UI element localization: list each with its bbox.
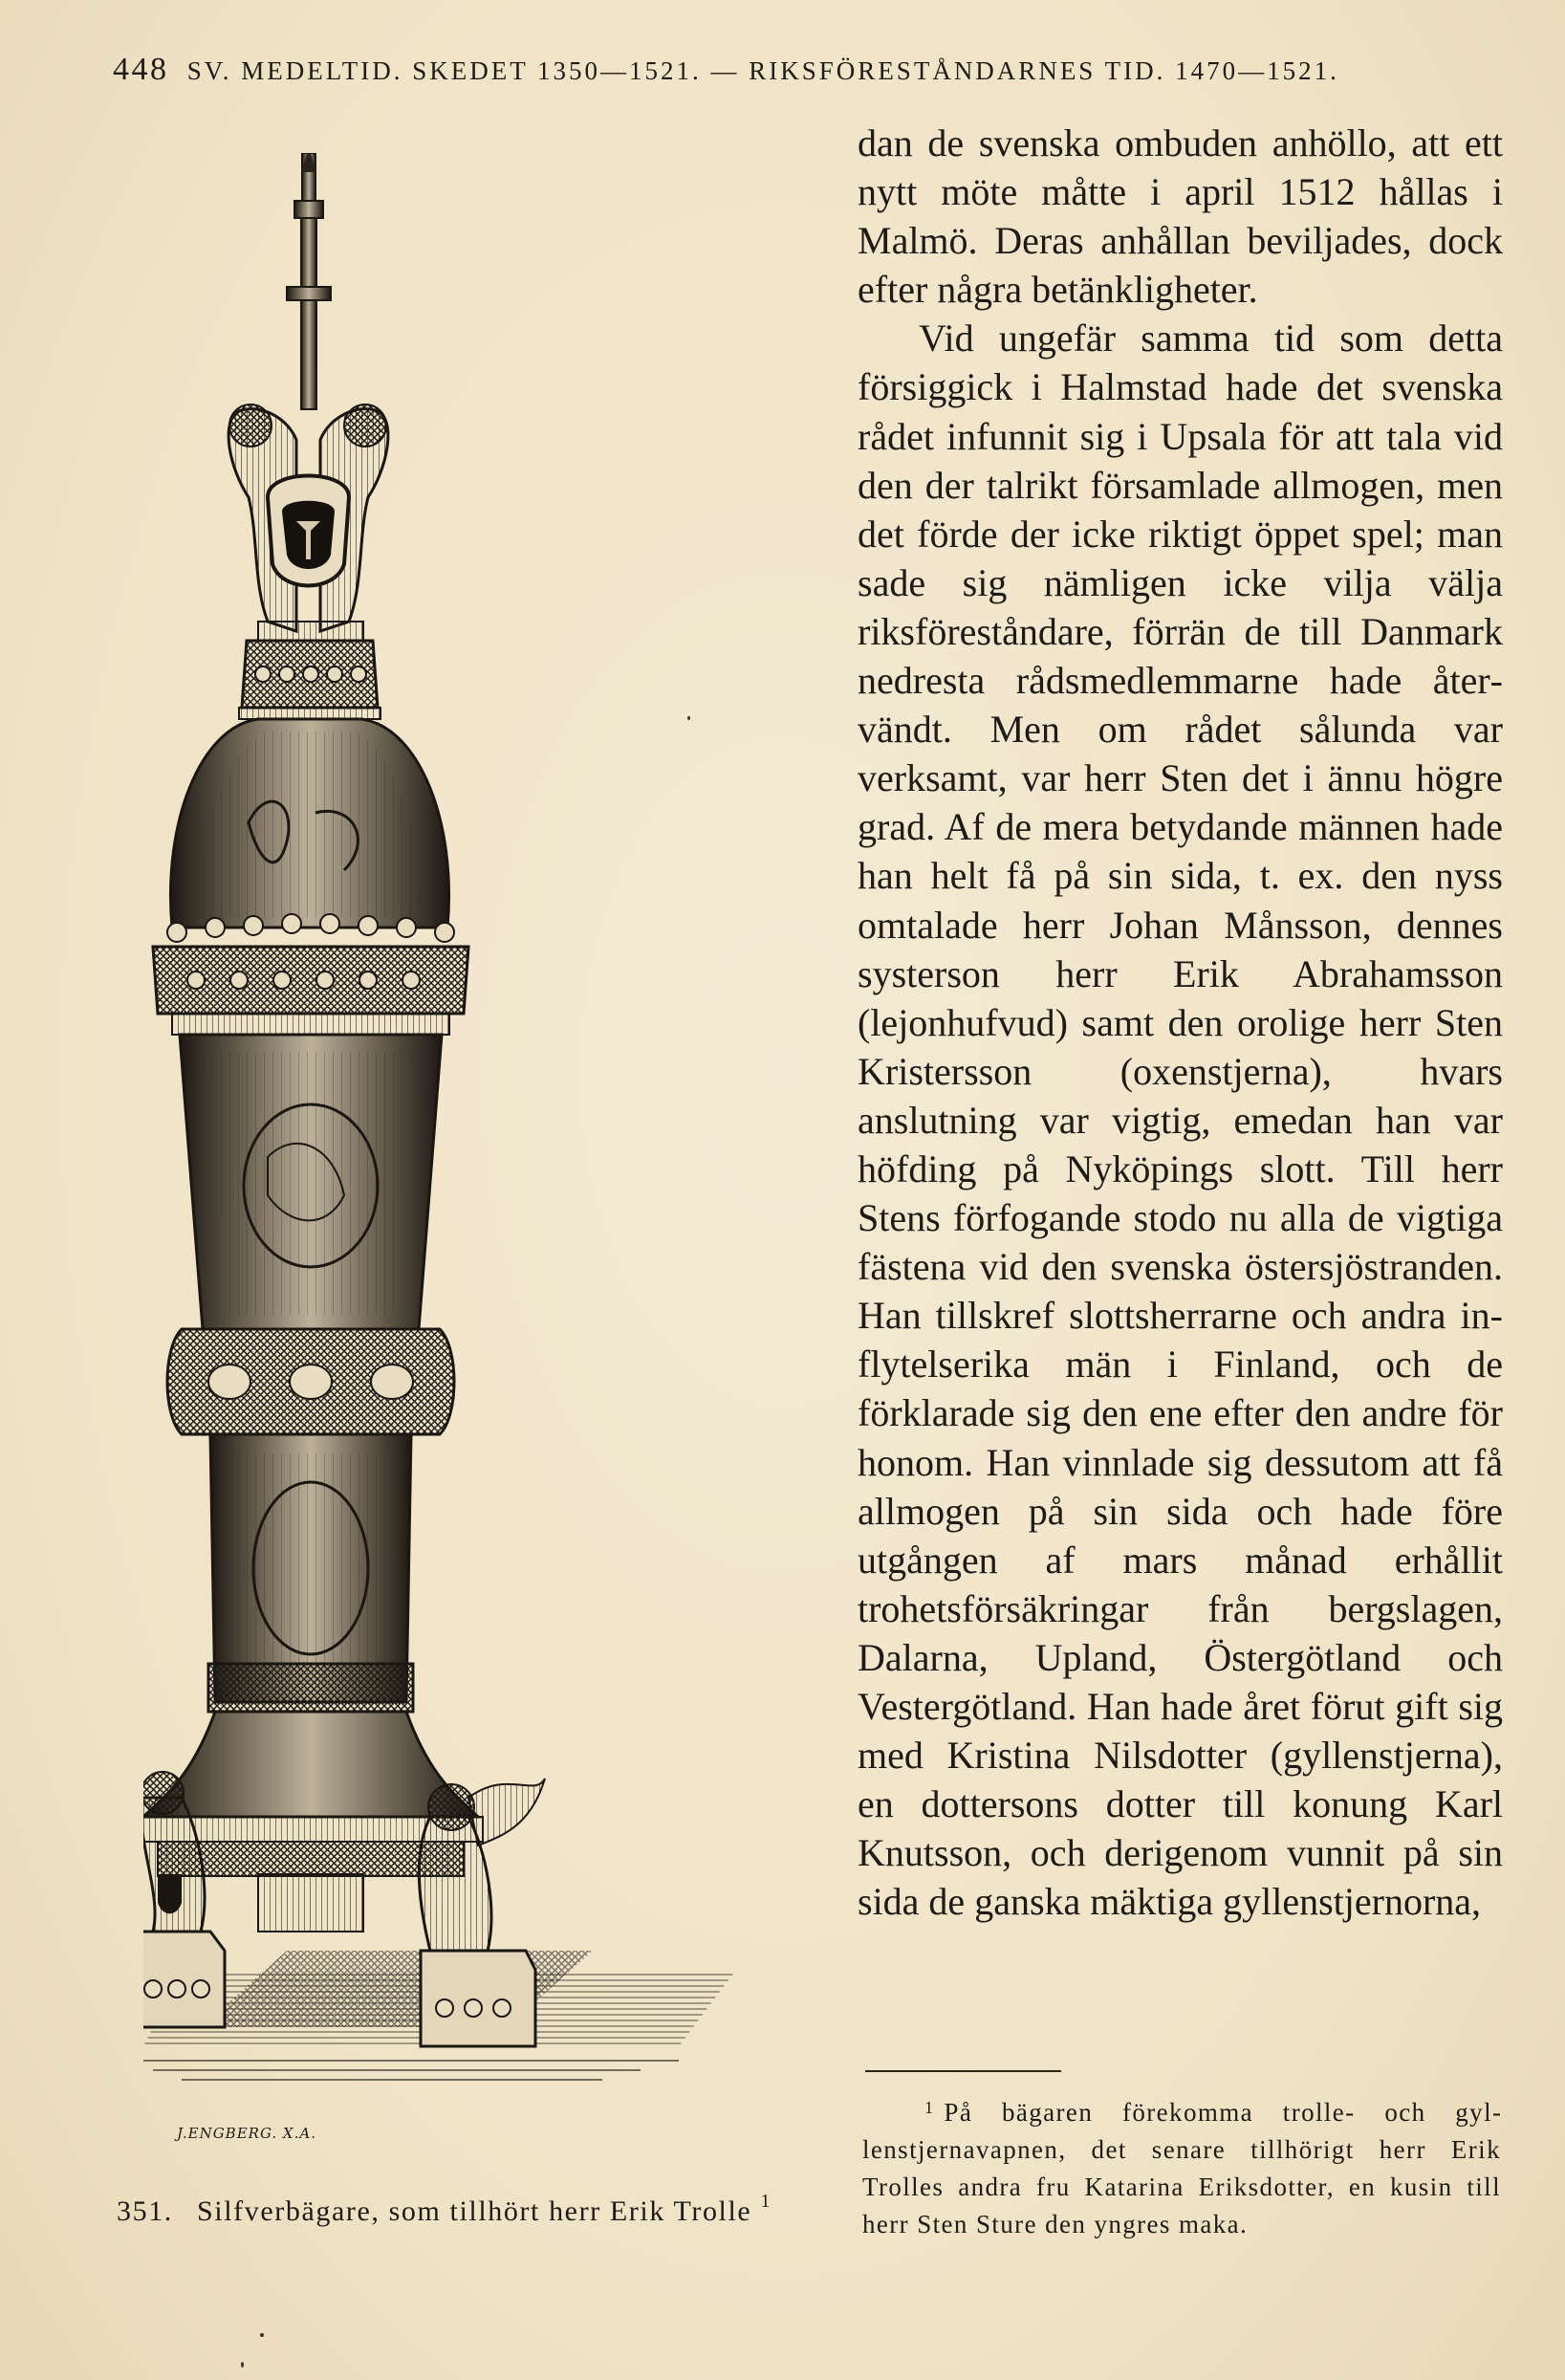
body-text (858, 119, 1503, 1926)
ink-speck (687, 716, 690, 720)
footnote (862, 2089, 1501, 2243)
figure-caption (117, 2191, 853, 2228)
caption-number: 351. (117, 2195, 173, 2227)
caption-text: Silfverbägare, som tillhört herr Erik Trolle (197, 2195, 752, 2227)
footnote-rule (865, 2070, 1061, 2072)
header-title: SV. MEDELTID. SKEDET 1350—1521. — RIKSFÖRESTÅNDARNES TID. 1470—1521. (186, 56, 1339, 85)
ink-speck (241, 2362, 244, 2368)
footnote-marker: 1 (924, 2098, 935, 2117)
page-number: 448 (113, 52, 169, 87)
goblet-engraving (143, 153, 832, 2142)
footnote-text: På bägaren förekomma trolle- och gyllenstjernavapnen, det senare tillhörigt herr Erik Trolles andra fru Katarina Eriksdotter, en kusin till herr Sten Sture den yngres maka. (862, 2098, 1501, 2238)
caption-note-marker: 1 (760, 2191, 772, 2212)
engraver-signature: J.ENGBERG. X.A. (177, 2125, 316, 2142)
running-header (113, 52, 1518, 90)
ink-speck (260, 2333, 264, 2337)
paragraph: dan de svenska ombuden anhöllo, att ett nytt möte måtte i april 1512 hållas i Malmö. Deras anhållan beviljades, dock efter några betänkligheter. (858, 121, 1503, 312)
paragraph: Vid ungefär samma tid som detta försiggick i Halmstad hade det svenska rådet infunnit sig i Upsala för att tala vid den der talrikt församlade allmogen, men det förde der icke riktigt öppet spel; man sade sig nämligen icke vilja välja riksföreståndare, förrän de till Danmark nedresta rådsmedlemmarne hade återvändt. Men om rådet sålunda var verksamt, var herr Sten det i ännu högre grad. Af de mera betydande männen hade han helt få på sin sida, t. ex. den nyss omtalade herr Johan Månsson, dennes systerson herr Erik Abrahamsson (lejonhufvud) samt den orolige herr Sten Kristersson (oxenstjerna), hvars anslutning var vigtig, emedan han var höfding på Nyköpings slott. Till herr Stens förfogande stodo nu alla de vigtiga fästena vid den svenska östersjöstranden. Han tillskref slottsherrarne och andra inflytelserika män i Finland, och de förklarade sig den ene efter den andre för honom. Han vinnlade sig dessutom att få allmogen på sin sida och hade före utgången af mars månad erhållit trohetsförsäkringar från bergslagen, Dalarna, Upland, Östergötland och Vestergötland. Han hade året förut gift sig med Kristina Nilsdotter (gyllenstjerna), en dottersons dotter till konung Karl Knutsson, och derigenom vunnit på sin sida de ganska mäktiga gyllenstjernorna, (858, 317, 1503, 1924)
